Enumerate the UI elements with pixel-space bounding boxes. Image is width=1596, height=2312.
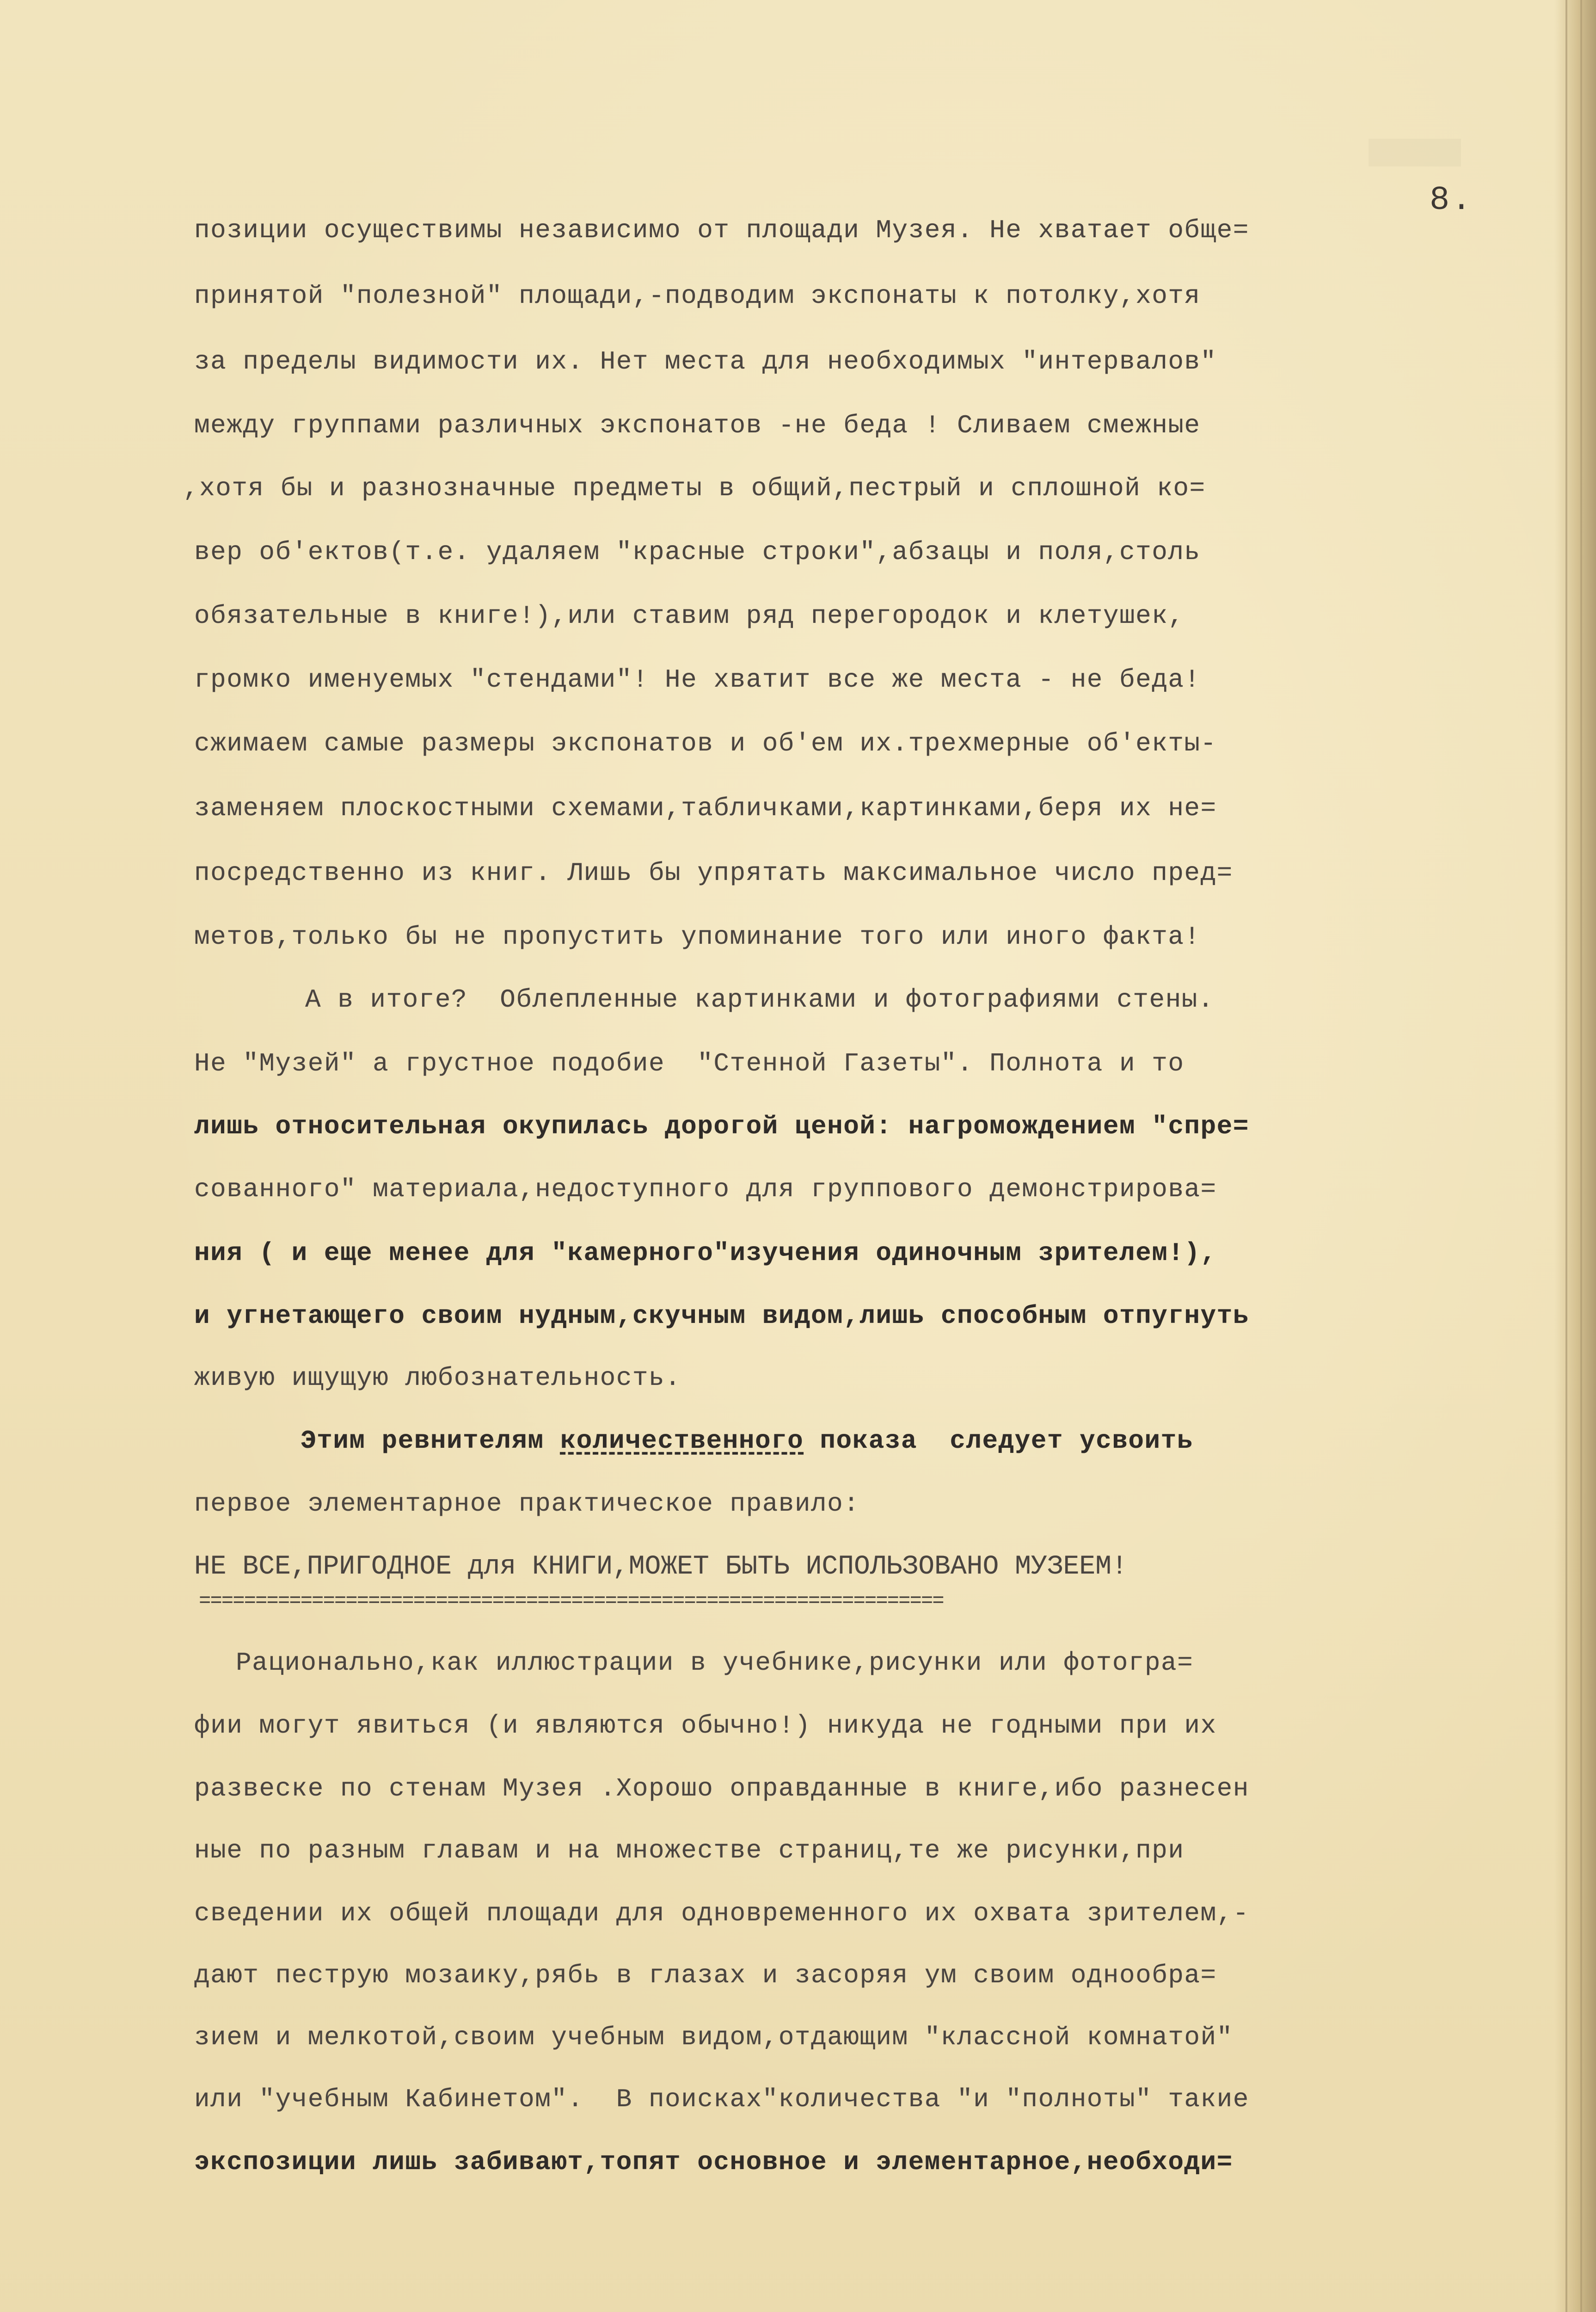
text-line-14: Не "Музей" а грустное подобие "Стенной Газеты". Полнота и то	[194, 1049, 1185, 1078]
text-line-18: и угнетающего своим нудным,скучным видом,лишь способным отпугнуть	[194, 1301, 1249, 1331]
text-line-7: обязательные в книге!),или ставим ряд перегородок и клетушек,	[194, 601, 1185, 631]
text-line-19: живую ищущую любознательность.	[194, 1363, 681, 1393]
text-line-25: развеске по стенам Музея .Хорошо оправданные в книге,ибо разнесен	[194, 1774, 1249, 1803]
text-line-8: громко именуемых "стендами"! Не хватит все же места - не беда!	[194, 665, 1201, 695]
page-edge-line	[1580, 0, 1582, 2312]
text-line-20	[301, 1426, 1193, 1456]
text-line-9: сжимаем самые размеры экспонатов и об'ем их.трехмерные об'екты-	[194, 729, 1217, 758]
text-line-29: зием и мелкотой,своим учебным видом,отдающим "классной комнатой"	[194, 2023, 1233, 2052]
text-line-27: сведении их общей площади для одновременного их охвата зрителем,-	[194, 1899, 1249, 1928]
text-line-2: принятой "полезной" площади,-подводим экспонаты к потолку,хотя	[194, 281, 1201, 311]
text-line-21: первое элементарное практическое правило:	[194, 1489, 860, 1519]
text-line-30: или "учебным Кабинетом". В поисках"количества "и "полноты" такие	[194, 2084, 1249, 2114]
text-line-12: метов,только бы не пропустить упоминание того или иного факта!	[194, 922, 1201, 952]
text-line-16: сованного" материала,недоступного для группового демонстрирова=	[194, 1174, 1217, 1204]
page-edge-shadow	[1554, 0, 1596, 2312]
text-line-26: ные по разным главам и на множестве страниц,те же рисунки,при	[194, 1836, 1185, 1865]
equals-underline: ==================================================================	[199, 1590, 944, 1613]
underlined-word: количественного	[560, 1426, 804, 1456]
text-line-4: между группами различных экспонатов -не беда ! Сливаем смежные	[194, 411, 1201, 440]
text-fragment: показа следует усвоить	[804, 1426, 1193, 1456]
page-edge-line	[1565, 0, 1567, 2312]
text-fragment: Этим ревнителям	[301, 1426, 560, 1456]
text-line-1: позиции осуществимы независимо от площади Музея. Не хватает обще=	[194, 215, 1249, 245]
text-line-3: за пределы видимости их. Нет места для необходимых "интервалов"	[194, 347, 1217, 376]
text-line-10: заменяем плоскостными схемами,табличками,картинками,беря их не=	[194, 793, 1217, 823]
text-line-15: лишь относительная окупилась дорогой ценой: нагромождением "спре=	[194, 1112, 1249, 1141]
bleed-through	[1369, 139, 1461, 166]
text-line-23: Рационально,как иллюстрации в учебнике,рисунки или фотогра=	[236, 1648, 1194, 1678]
text-line-11: посредственно из книг. Лишь бы упрятать максимальное число пред=	[194, 858, 1233, 888]
text-line-13: А в итоге? Облепленные картинками и фотографиями стены.	[305, 985, 1214, 1015]
text-line-17: ния ( и еще менее для "камерного"изучения одиночным зрителем!),	[194, 1238, 1217, 1268]
text-line-31: экспозиции лишь забивают,топят основное и элементарное,необходи=	[194, 2147, 1233, 2177]
text-line-28: дают пеструю мозаику,рябь в глазах и засоряя ум своим однообра=	[194, 1961, 1217, 1990]
page-number: 8.	[1430, 181, 1473, 219]
text-line-6: вер об'ектов(т.е. удаляем "красные строки",абзацы и поля,столь	[194, 537, 1201, 567]
rule-heading: НЕ ВСЕ,ПРИГОДНОЕ для КНИГИ,МОЖЕТ БЫТЬ ИСПОЛЬЗОВАНО МУЗЕЕМ!	[194, 1552, 1128, 1582]
text-line-24: фии могут явиться (и являются обычно!) никуда не годными при их	[194, 1711, 1217, 1740]
text-line-5: ,хотя бы и разнозначные предметы в общий,пестрый и сплошной ко=	[183, 473, 1206, 503]
